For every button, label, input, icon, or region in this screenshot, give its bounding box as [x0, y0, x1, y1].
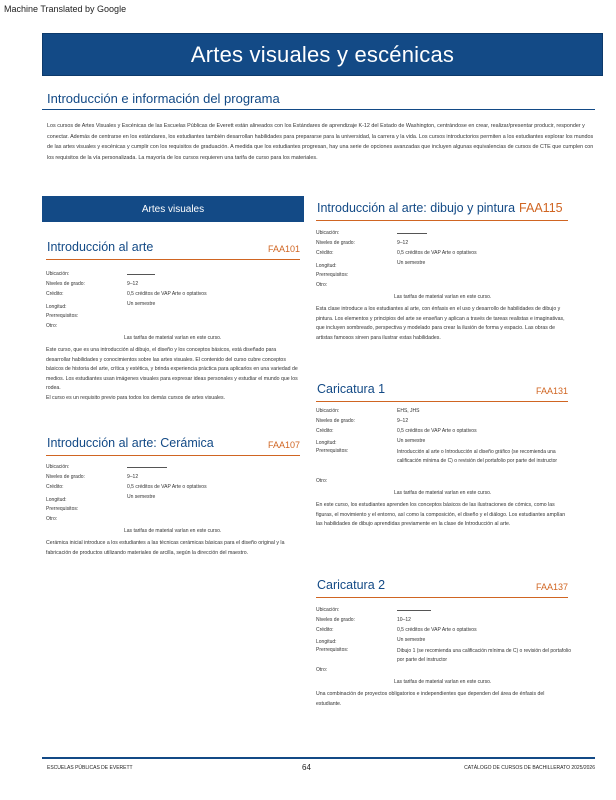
- page-title: Artes visuales y escénicas: [190, 41, 455, 67]
- field-credit: Crédito: 0,5 créditos de VAP Arte o optativos: [316, 627, 477, 633]
- footer-district: ESCUELAS PÚBLICAS DE EVERETT: [47, 765, 133, 771]
- field-location: Ubicación: EHS, JHS: [316, 408, 420, 414]
- field-other: Otro:: [316, 282, 328, 288]
- field-credit: Crédito: 0,5 créditos de VAP Arte o optativos: [46, 291, 207, 297]
- blank-line: [397, 607, 431, 611]
- field-grades: Niveles de grado: 9–12: [316, 418, 409, 424]
- field-credit: Crédito: 0,5 créditos de VAP Arte o optativos: [46, 484, 207, 490]
- course-description: Este curso, que es una introducción al dibujo, el diseño y los conceptos básicos, está diseñado para desarrollar habilidades y conocimientos sobre las artes visuales. El contenido del curso cubre conceptos básicos de historia del arte, crítica y estética, y brinda experiencia práctica para aplicarlos en una variedad de medios. Los estudiantes usan imágenes visuales para expresar ideas personales y estudiar el mundo que los rodea. El curso es un requisito previo para todos los demás cursos de artes visuales.: [46, 347, 298, 401]
- machine-translated-badge: Machine Translated by Google: [4, 4, 127, 14]
- page-number: 64: [302, 763, 311, 772]
- blank-line: [127, 464, 167, 468]
- footer-catalog: CATÁLOGO DE CURSOS DE BACHILLERATO 2025/2026: [464, 765, 595, 771]
- field-other: Otro:: [316, 478, 328, 484]
- field-length: Longitud: Un semestre: [46, 494, 156, 503]
- field-grades: Niveles de grado: 9–12: [46, 474, 139, 480]
- field-length: Longitud: Un semestre: [46, 301, 156, 310]
- blank-line: [397, 230, 427, 234]
- field-credit: Crédito: 0,5 créditos de VAP Arte o optativos: [316, 428, 477, 434]
- course-code: FAA101: [267, 244, 300, 254]
- field-location: Ubicación:: [312, 230, 568, 240]
- course-description: Cerámica inicial introduce a los estudiantes a las técnicas cerámicas básicas para el diseño original y la fabricación de productos utilizando materiales de arcilla, según la dirección del maestro.: [46, 540, 285, 556]
- course-intro-art: [42, 240, 300, 404]
- field-prerequisites: Prerrequisitos:: [316, 272, 349, 278]
- fee-note: Las tarifas de material varían en este curso.: [394, 490, 492, 496]
- intro-heading: Introducción e información del programa: [47, 91, 280, 106]
- course-code: FAA115: [519, 201, 563, 215]
- intro-divider: [42, 109, 595, 110]
- course-description: En este curso, los estudiantes aprenden los conceptos básicos de las ilustraciones de cómics, como las figuras, el movimiento y el entorno, así como la composición, el diseño y el diálogo. Los estudiantes amplían las habilidades de dibujo aprendidas previamente en la clase de Introducción al arte.: [316, 502, 566, 528]
- intro-paragraph: Los cursos de Artes Visuales y Escénicas de las Escuelas Públicas de Everett están alineados con los Estándares de aprendizaje K-12 del Estado de Washington, centrándose en crear, realizar/presentar producir, responder y conectar. Además de centrarse en los estándares, los estudiantes también desarrollan habilidades para prepararse para la universidad, la carrera y la vida. Los cursos introductorios permiten a los estudiantes explorar los mundos de las artes visuales y escénicas y cumplir con los requisitos de graduación. A medida que los estudiantes progresan, hay una serie de opciones avanzadas que incluyen algunas equivalencias de cursos de CTE que cumplen con los requisitos de la vía personalizada. La mayoría de los cursos requieren una tarifa de curso para los materiales.: [47, 123, 594, 161]
- field-location: Ubicación:: [42, 464, 300, 474]
- course-title: Caricatura 1: [317, 382, 386, 396]
- page-banner: [42, 33, 603, 76]
- course-description: Una combinación de proyectos obligatorios e independientes que dependen del área de énfasis del estudiante.: [316, 691, 545, 707]
- course-ceramics: [42, 436, 300, 558]
- blank-line: [127, 271, 155, 275]
- field-grades: Niveles de grado: 10–12: [316, 617, 411, 623]
- course-title: Introducción al arte: dibujo y pintura: [317, 201, 516, 215]
- field-prerequisites: Prerrequisitos:: [46, 313, 79, 319]
- course-cartoon-2: [312, 578, 571, 709]
- fee-note: Las tarifas de material varían en este curso.: [394, 679, 492, 685]
- section-label: Artes visuales: [141, 203, 205, 215]
- fee-note: Las tarifas de material varían en este curso.: [394, 294, 492, 300]
- field-grades: Niveles de grado: 9–12: [46, 281, 139, 287]
- course-description: Esta clase introduce a los estudiantes al arte, con énfasis en el uso y desarrollo de habilidades de dibujo y pintura. Los elementos y principios del arte se enseñan y aplican a través de tareas realistas e imaginativas, que incluyen sombreado, perspectiva y modelado para crear la ilusión de forma y espacio. Las obras de artistas famosos sirven para ilustrar estas habilidades.: [316, 306, 565, 341]
- course-cartoon-1: [312, 382, 568, 530]
- field-other: Otro:: [46, 323, 58, 329]
- course-drawing-painting: [312, 201, 568, 343]
- section-bar-visual-arts: [42, 196, 304, 222]
- field-other: Otro:: [316, 667, 328, 673]
- footer-divider: [42, 757, 595, 759]
- left-column: [42, 196, 300, 556]
- field-length: Longitud: Un semestre: [316, 260, 426, 269]
- field-grades: Niveles de grado: 9–12: [316, 240, 409, 246]
- field-other: Otro:: [46, 516, 58, 522]
- course-code: FAA137: [535, 582, 568, 592]
- field-length: Longitud: Un semestre: [316, 637, 426, 645]
- field-prerequisites: Prerrequisitos:: [46, 506, 79, 512]
- fee-note: Las tarifas de material varían en este curso.: [124, 335, 222, 341]
- field-location: Ubicación:: [42, 271, 300, 281]
- field-prerequisites: Prerrequisitos: Dibujo 1 (se recomienda una calificación mínima de C) o revisión del portafolio por parte del instructor: [316, 647, 571, 663]
- field-length: Longitud: Un semestre: [316, 438, 426, 446]
- field-credit: Crédito: 0,5 créditos de VAP Arte o optativos: [316, 250, 477, 256]
- course-title: Caricatura 2: [317, 578, 386, 592]
- course-title: Introducción al arte: Cerámica: [47, 436, 214, 450]
- course-code: FAA107: [267, 440, 300, 450]
- course-code: FAA131: [535, 386, 568, 396]
- field-prerequisites: Prerrequisitos: Introducción al arte o Introducción al diseño gráfico (se recomienda una calificación mínima de C) o revisión del portafolio por parte del instructor: [316, 448, 558, 464]
- fee-note: Las tarifas de material varían en este curso.: [124, 528, 222, 534]
- field-location: Ubicación:: [312, 607, 568, 617]
- course-title: Introducción al arte: [47, 240, 154, 254]
